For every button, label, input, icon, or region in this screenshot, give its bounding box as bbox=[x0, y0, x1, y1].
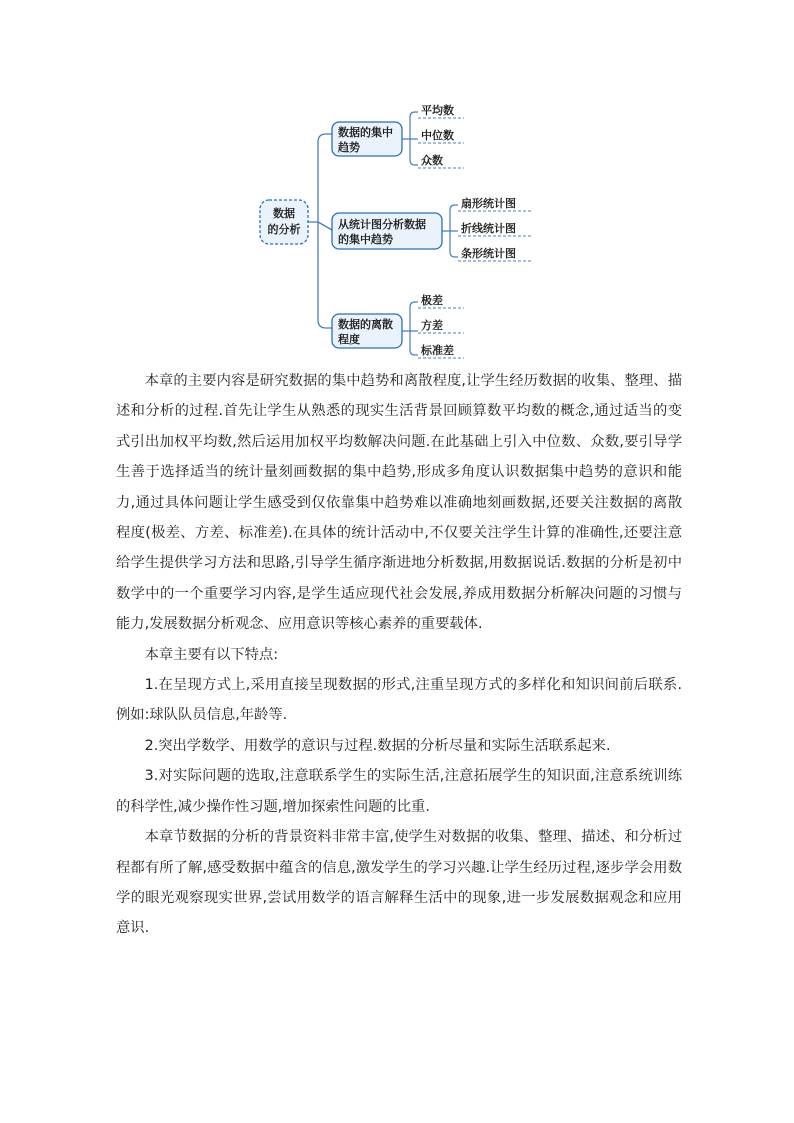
branch-central-tendency bbox=[332, 103, 464, 168]
branch-label-line-1: 数据的集中 bbox=[338, 126, 393, 139]
branch-label-line-1: 数据的离散 bbox=[338, 318, 393, 331]
branch-label-line-2: 程度 bbox=[338, 333, 360, 346]
paragraph-intro: 本章的主要内容是研究数据的集中趋势和离散程度,让学生经历数据的收集、整理、描述和分析的过程.首先让学生从熟悉的现实生活背景回顾算数平均数的概念,通过适当的变式引出加权平均数,然后运用加权平均数解决问题.在此基础上引入中位数、众数,要引导学生善于选择适当的统计量刻画数据的集中趋势,形成多角度认识数据集中趋势的意识和能力,通过具体问题让学生感受到仅依靠集中趋势难以准确地刻画数据,还要关注数据的离散程度(极差、方差、标准差).在具体的统计活动中,不仅要关注学生计算的准确性,还要注意给学生提供学习方法和思路,引导学生循序渐进地分析数据,用数据说话.数据的分析是初中数学中的一个重要学习内容,是学生适应现代社会发展,养成用数据分析解决问题的习惯与能力,发展数据分析观念、应用意识等核心素养的重要载体. bbox=[116, 373, 682, 633]
chapter-text bbox=[116, 366, 682, 944]
paragraph-conclusion: 本章节数据的分析的背景资料非常丰富,使学生对数据的收集、整理、描述、和分析过程都有所了解,感受数据中蕴含的信息,激发学生的学习兴趣.让学生经历过程,逐步学会用数学的眼光观察现实世界,尝试用数学的语言解释生活中的现象,进一步发展数据观念和应用意识. bbox=[116, 829, 682, 937]
paragraph-feature-2: 2.突出学数学、用数学的意识与过程.数据的分析尽量和实际生活联系起来. bbox=[144, 737, 611, 754]
mind-map-connectors bbox=[308, 134, 332, 328]
leaf-std-dev: 标准差 bbox=[421, 344, 454, 357]
leaf-pie-chart: 扇形统计图 bbox=[461, 197, 516, 210]
leaf-median: 中位数 bbox=[421, 129, 454, 142]
paragraph-feature-3: 3.对实际问题的选取,注意联系学生的实际生活,注意拓展学生的知识面,注意系统训练的科学性,减少操作性习题,增加探索性问题的比重. bbox=[116, 768, 682, 815]
branch-chart-analysis bbox=[332, 196, 532, 261]
root-line-1: 数据 bbox=[273, 207, 295, 220]
leaf-range: 极差 bbox=[421, 294, 443, 307]
leaf-mean: 平均数 bbox=[421, 104, 454, 117]
branch-label-line-2: 趋势 bbox=[338, 141, 360, 154]
paragraph-features-heading: 本章主要有以下特点: bbox=[144, 646, 279, 663]
branch-dispersion bbox=[332, 293, 464, 358]
mind-map bbox=[0, 0, 794, 365]
leaf-line-chart: 折线统计图 bbox=[461, 222, 516, 235]
leaf-bar-chart: 条形统计图 bbox=[461, 247, 516, 260]
leaf-variance: 方差 bbox=[421, 319, 443, 332]
paragraph-feature-1: 1.在呈现方式上,采用直接呈现数据的形式,注重呈现方式的多样化和知识间前后联系.例如:球队队员信息,年龄等. bbox=[116, 677, 682, 724]
root-line-2: 的分析 bbox=[267, 223, 301, 236]
branch-label-line-2: 的集中趋势 bbox=[338, 233, 393, 246]
leaf-mode: 众数 bbox=[421, 154, 443, 167]
root-node bbox=[260, 200, 308, 244]
branch-label-line-1: 从统计图分析数据 bbox=[338, 218, 426, 231]
